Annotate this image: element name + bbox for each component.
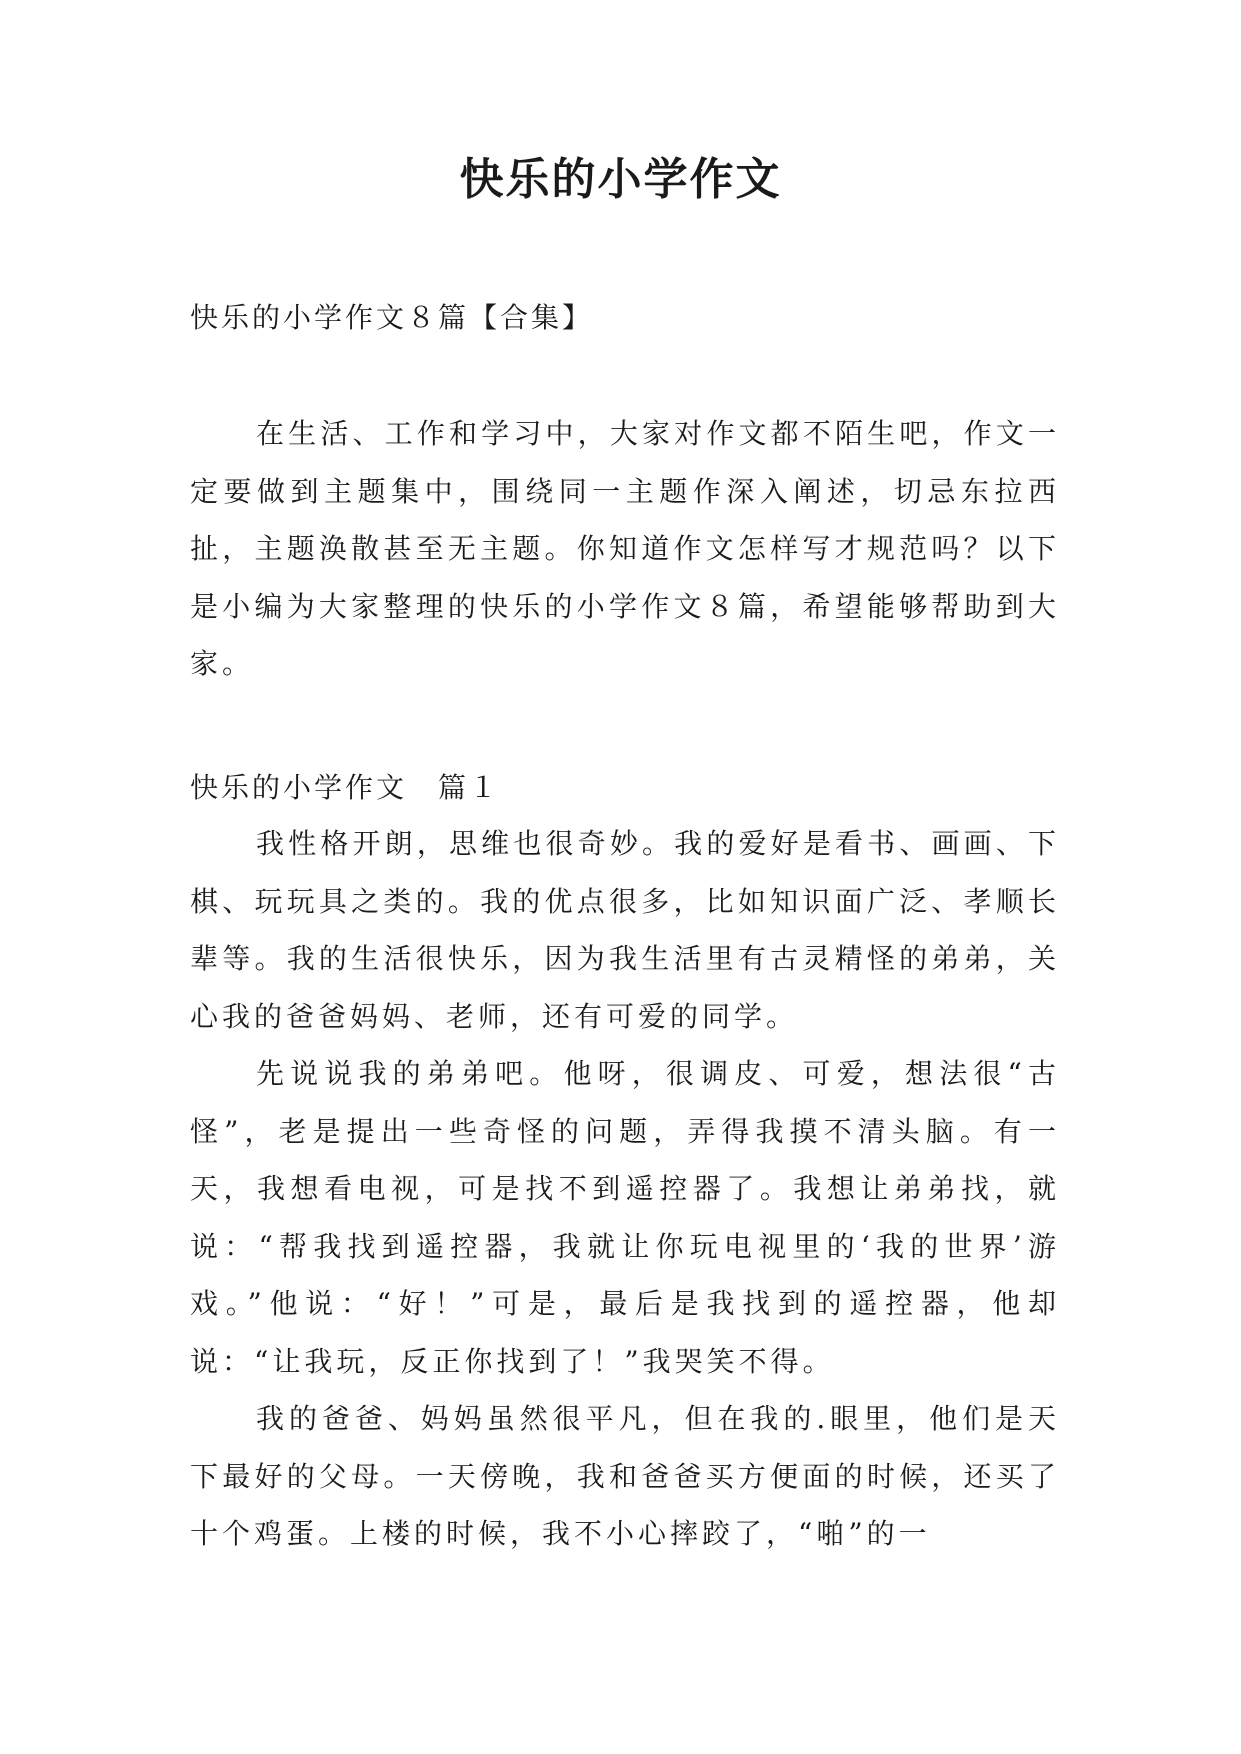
- section-heading: 快乐的小学作文 篇１: [190, 771, 501, 804]
- section-body: [190, 815, 1060, 1563]
- intro-paragraph: 在生活、工作和学习中，大家对作文都不陌生吧，作文一定要做到主题集中，围绕同一主题作深入阐述，切忌东拉西扯，主题涣散甚至无主题。你知道作文怎样写才规范吗？以下是小编为大家整理的快乐的小学作文８篇，希望能够帮助到大家。: [190, 417, 1060, 680]
- body-paragraph: 我性格开朗，思维也很奇妙。我的爱好是看书、画画、下棋、玩玩具之类的。我的优点很多，比如知识面广泛、孝顺长辈等。我的生活很快乐，因为我生活里有古灵精怪的弟弟，关心我的爸爸妈妈、老师，还有可爱的同学。: [190, 827, 1060, 1033]
- intro-block: [190, 405, 1060, 693]
- body-paragraph: 我的爸爸、妈妈虽然很平凡，但在我的.眼里，他们是天下最好的父母。一天傍晚，我和爸爸买方便面的时候，还买了十个鸡蛋。上楼的时候，我不小心摔跤了，“啪”的一: [190, 1402, 1060, 1550]
- document-subtitle: 快乐的小学作文８篇【合集】: [190, 301, 594, 334]
- body-paragraph: 先说说我的弟弟吧。他呀，很调皮、可爱，想法很“古怪”，老是提出一些奇怪的问题，弄得我摸不清头脑。有一天，我想看电视，可是找不到遥控器了。我想让弟弟找，就说：“帮我找到遥控器，我就让你玩电视里的‘我的世界’游戏。”他说：“好！”可是，最后是我找到的遥控器，他却说：“让我玩，反正你找到了！”我哭笑不得。: [190, 1057, 1060, 1378]
- document-title: 快乐的小学作文: [459, 154, 782, 205]
